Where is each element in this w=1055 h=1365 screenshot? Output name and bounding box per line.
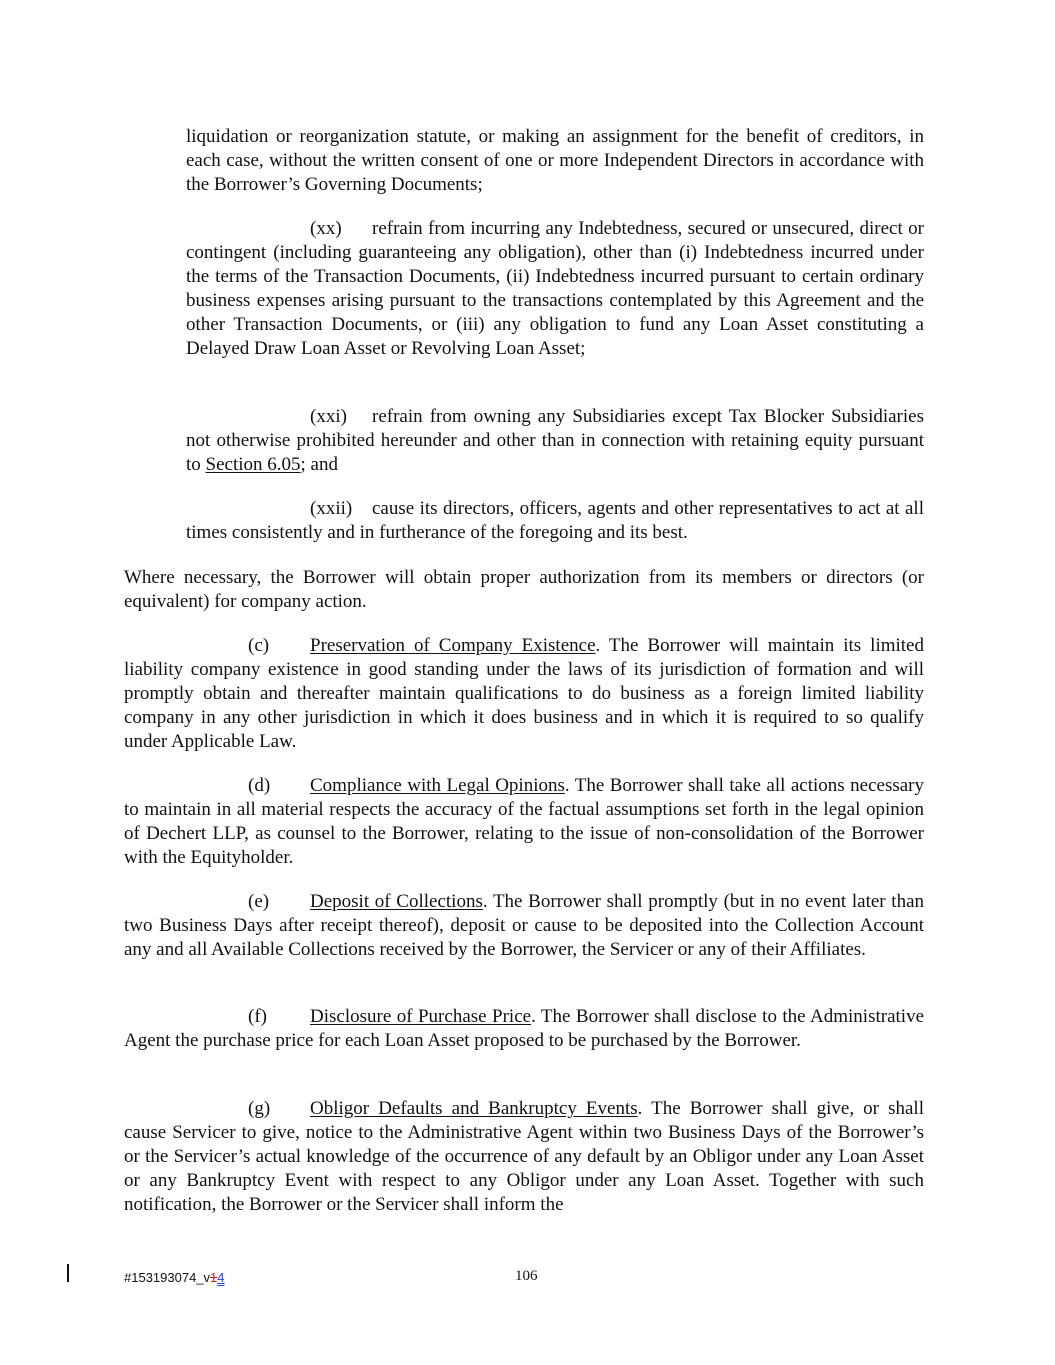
- clause-label: (xx): [310, 218, 342, 239]
- paragraph-d: [124, 774, 924, 870]
- section-reference-link[interactable]: Section 6.05: [205, 453, 301, 475]
- document-id-prefix: #153193074_v: [124, 1270, 211, 1285]
- clause-label: (xxii): [310, 498, 353, 519]
- paragraph-text: . The Borrower shall disclose to the Administrative Agent the purchase price for each Loan Asset proposed to be purchased by the Borrower.: [124, 1006, 925, 1051]
- document-id: [124, 1266, 225, 1290]
- paragraph-text: refrain from owning any Subsidiaries except Tax Blocker Subsidiaries not otherwise prohibited hereunder and other than in connection with retaining equity pursuant to: [186, 406, 924, 475]
- clause-label: (g): [248, 1098, 271, 1119]
- paragraph-text: cause its directors, officers, agents and other representatives to act at all times consistently and in furtherance of the foregoing and its best.: [186, 498, 924, 543]
- paragraph-text: refrain from incurring any Indebtedness, secured or unsecured, direct or contingent (including guaranteeing any obligation), other than (i) Indebtedness incurred under the terms of the Transaction Documents, (ii) Indebtedness incurred pursuant to certain ordinary business expenses arising pursuant to the transactions contemplated by this Agreement and the other Transaction Documents, or (iii) any obligation to fund any Loan Asset constituting a Delayed Draw Loan Asset or Revolving Loan Asset;: [186, 218, 924, 359]
- paragraph-c: [124, 634, 924, 754]
- section-heading: Disclosure of Purchase Price: [310, 1006, 532, 1027]
- paragraph-xxii: [186, 497, 924, 545]
- paragraph-where-necessary: [124, 566, 924, 614]
- clause-label: (e): [248, 891, 270, 912]
- paragraph-text: . The Borrower will maintain its limited liability company existence in good standing under the laws of its jurisdiction of formation and will promptly obtain and thereafter maintain qualifications to do business as a foreign limited liability company in any other jurisdiction in which it does business and in which it is required to so qualify under Applicable Law.: [124, 635, 924, 752]
- paragraph-text: . The Borrower shall give, or shall cause Servicer to give, notice to the Administrative Agent within two Business Days of the Borrower’s or the Servicer’s actual knowledge of the occurrence of any default by an Obligor under any Loan Asset or any Bankruptcy Event with respect to any Obligor under any Loan Asset. Together with such notification, the Borrower or the Servicer shall inform the: [124, 1098, 924, 1215]
- section-heading: Deposit of Collections: [310, 891, 483, 912]
- section-heading: Preservation of Company Existence: [310, 635, 596, 656]
- section-heading: Compliance with Legal Opinions: [310, 775, 565, 796]
- paragraph-g: [124, 1097, 924, 1217]
- paragraph-f: [124, 1005, 924, 1053]
- clause-label: (c): [248, 635, 270, 656]
- paragraph-xx: [186, 217, 924, 360]
- clause-label: (xxi): [310, 406, 347, 427]
- paragraph-text: . The Borrower shall promptly (but in no event later than two Business Days after receipt thereof), deposit or cause to be deposited into the Collection Account any and all Available Collections received by the Borrower, the Servicer or any of their Affiliates.: [124, 891, 925, 960]
- paragraph-text: . The Borrower shall take all actions necessary to maintain in all material respects the accuracy of the factual assumptions set forth in the legal opinion of Dechert LLP, as counsel to the Borrower, relating to the issue of non-consolidation of the Borrower with the Equityholder.: [124, 775, 924, 868]
- inserted-version: 4: [217, 1270, 225, 1285]
- clause-label: (f): [248, 1006, 267, 1027]
- change-bar-marker: [67, 1264, 69, 1282]
- paragraph-text: liquidation or reorganization statute, or making an assignment for the benefit of creditors, in each case, without the written consent of one or more Independent Directors in accordance with the Borrower’s Governing Documents;: [186, 126, 924, 195]
- deleted-version: 1: [210, 1270, 218, 1285]
- section-heading: Obligor Defaults and Bankruptcy Events: [310, 1098, 638, 1119]
- page-number: 106: [515, 1268, 538, 1284]
- clause-label: (d): [248, 775, 271, 796]
- paragraph-text: Where necessary, the Borrower will obtain proper authorization from its members or directors (or equivalent) for company action.: [124, 567, 924, 612]
- paragraph-continuation: [186, 125, 924, 197]
- paragraph-e: [124, 890, 924, 962]
- paragraph-xxi: [186, 405, 924, 477]
- paragraph-text-end: ; and: [300, 453, 338, 475]
